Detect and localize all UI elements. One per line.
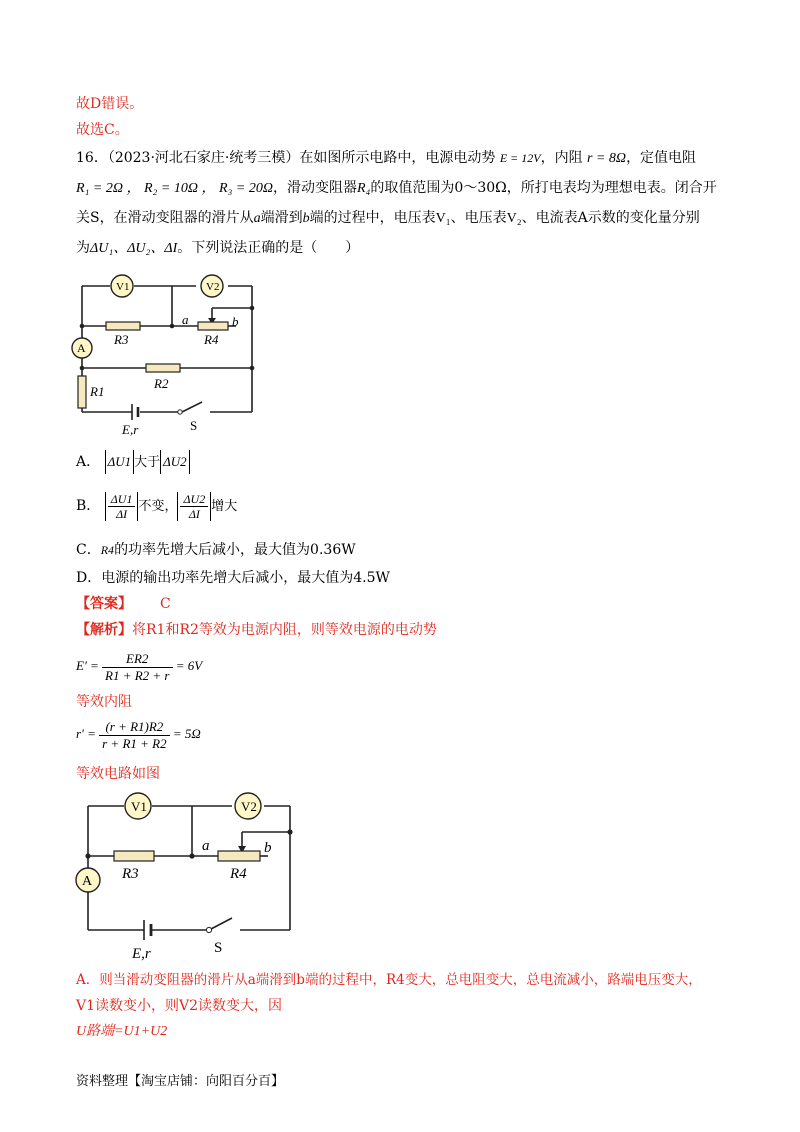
stem-text: 在如图所示电路中，电源电动势 <box>299 150 496 166</box>
explain-line-2: V1读数变小，则V2读数变大，因 <box>76 998 283 1014</box>
prev-choice: 故选C。 <box>76 122 129 138</box>
option-c[interactable] <box>76 540 356 560</box>
r4-symbol: R₄ <box>356 181 371 196</box>
resistor-values: R₁ = 2Ω ， R₂ = 10Ω ， R₃ = 20Ω <box>76 181 273 196</box>
option-d-label: D． <box>76 570 102 586</box>
b-label: b <box>264 840 272 856</box>
v2-label: V2 <box>241 799 257 814</box>
eq1-numerator: ER2 <box>102 651 173 668</box>
resistor-r1-icon <box>78 376 86 408</box>
answer-tag: 【答案】 <box>76 596 132 612</box>
stem-text: 、电流表A示数的变化量分别 <box>521 210 700 226</box>
circuit-diagram-2 <box>68 792 308 964</box>
switch-label: S <box>214 940 223 956</box>
question-number: 16． <box>76 150 108 166</box>
analysis-tag: 【解析】 <box>76 622 132 638</box>
ammeter-label: A <box>77 341 86 355</box>
emf-value: E = 12V <box>499 151 541 165</box>
analysis-text: 将R1和R2等效为电源内阻，则等效电源的电动势 <box>132 622 437 638</box>
v2-label: V2 <box>206 281 220 293</box>
stem-text: 端滑到 <box>260 210 303 226</box>
option-a-text: 大于 <box>134 455 161 470</box>
option-a[interactable] <box>76 450 190 474</box>
question-line-3 <box>76 208 700 229</box>
frac-denominator: ΔI <box>116 507 128 521</box>
point-b: b <box>302 211 310 226</box>
r2-label: R2 <box>154 376 169 391</box>
answer-row <box>76 594 171 614</box>
r3-label: R3 <box>122 866 139 882</box>
resistor-r4-icon <box>198 322 228 330</box>
a-label: a <box>202 838 210 854</box>
eq2-rhs: = 5Ω <box>172 726 201 741</box>
option-c-r4: R4 <box>100 543 115 557</box>
switch-label: S <box>190 418 198 433</box>
question-line-2 <box>76 178 717 199</box>
stem-text: ，定值电阻 <box>626 150 697 166</box>
r3-label: R3 <box>114 332 129 347</box>
equation-resistance <box>76 716 201 752</box>
battery-label: E,r <box>132 946 151 962</box>
v2-symbol: V₂ <box>506 211 522 226</box>
prev-conclusion: 故D错误。 <box>76 96 144 112</box>
eq2-denominator: r + R1 + R2 <box>102 735 167 751</box>
footer-source: 资料整理【淘宝店铺：向阳百分百】 <box>76 1074 285 1089</box>
internal-resistance: r = 8Ω <box>587 151 627 166</box>
eq2-numerator: (r + R1)R2 <box>99 719 170 736</box>
v1-label: V1 <box>116 281 130 293</box>
eq2-lhs: r' = <box>76 726 96 741</box>
r4-label: R4 <box>230 866 247 882</box>
frac-numerator: ΔU2 <box>180 492 208 507</box>
option-a-right: ΔU2 <box>160 450 190 474</box>
analysis-label-resistance: 等效内阻 <box>76 694 132 710</box>
r1-label: R1 <box>90 384 105 399</box>
explain-line-1: A．则当滑动变阻器的滑片从a端滑到b端的过程中，R4变大，总电阻变大，总电流减小，路端电压变大， <box>76 972 702 988</box>
stem-text: 为 <box>76 240 90 256</box>
option-b-frac-2 <box>177 492 211 521</box>
option-c-text: 的功率先增大后减小，最大值为0.36W <box>114 542 356 558</box>
option-b-frac-1 <box>105 492 139 521</box>
option-d[interactable] <box>76 568 390 588</box>
resistor-r3-icon <box>114 851 154 861</box>
option-b[interactable] <box>76 484 237 528</box>
point-a: a <box>253 211 261 226</box>
option-a-label: A． <box>76 454 101 470</box>
equation-emf <box>76 648 202 684</box>
a-label: a <box>182 312 189 327</box>
b-label: b <box>232 314 239 329</box>
stem-text: ，内阻 <box>540 150 583 166</box>
question-line-1 <box>76 148 696 169</box>
v1-label: V1 <box>131 799 147 814</box>
option-d-text: 电源的输出功率先增大后减小，最大值为4.5W <box>101 570 390 586</box>
eq1-rhs: = 6V <box>175 658 203 673</box>
eq1-lhs: E' = <box>76 658 99 673</box>
stem-text: 关S，在滑动变阻器的滑片从 <box>76 210 254 226</box>
resistor-r2-icon <box>146 364 180 372</box>
stem-text: 。下列说法正确的是（ ） <box>177 240 360 256</box>
option-b-text-1: 不变， <box>138 499 178 514</box>
resistor-r3-icon <box>106 322 140 330</box>
eq1-denominator: R1 + R2 + r <box>105 667 170 683</box>
question-line-4 <box>76 238 359 259</box>
question-source: （2023·河北石家庄·统考三模） <box>107 150 300 166</box>
answer-value: C <box>160 596 171 612</box>
option-b-text-2: 增大 <box>211 499 238 514</box>
analysis-intro <box>76 620 437 640</box>
delta-symbols: ΔU₁、ΔU₂、ΔI <box>90 241 178 256</box>
analysis-label-circuit: 等效电路如图 <box>76 766 160 782</box>
v1-symbol: V₁ <box>435 211 451 226</box>
explain-line-3: U路端=U1+U2 <box>76 1024 168 1039</box>
stem-text: 端的过程中，电压表 <box>309 210 436 226</box>
frac-numerator: ΔU1 <box>108 492 136 507</box>
circuit-diagram-1 <box>70 268 270 438</box>
battery-label: E,r <box>122 422 139 437</box>
stem-text: 、电压表 <box>450 210 507 226</box>
option-c-label: C． <box>76 542 101 558</box>
stem-text: 的取值范围为0～30Ω，所打电表均为理想电表。闭合开 <box>370 180 717 196</box>
resistor-r4-icon <box>218 851 260 861</box>
stem-text: ，滑动变阻器 <box>272 180 357 196</box>
option-b-label: B． <box>76 498 101 514</box>
frac-denominator: ΔI <box>188 507 200 521</box>
r4-label: R4 <box>204 332 219 347</box>
option-a-left: ΔU1 <box>105 450 135 474</box>
ammeter-label: A <box>82 874 93 889</box>
